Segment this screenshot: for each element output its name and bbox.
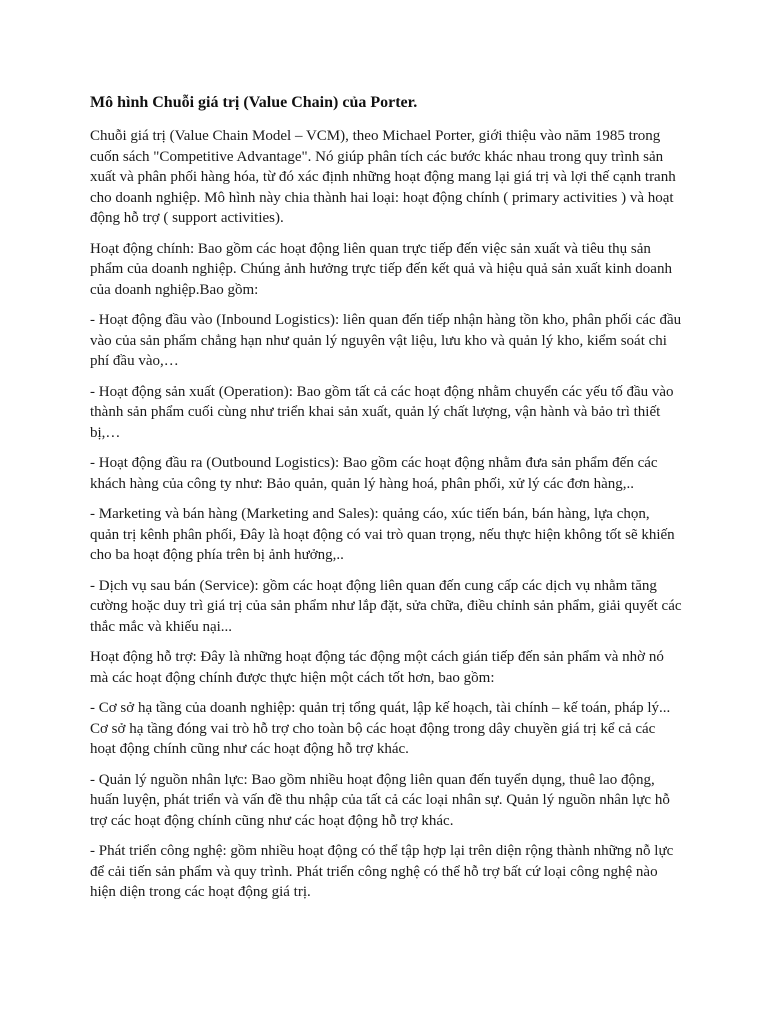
paragraph-marketing-sales: - Marketing và bán hàng (Marketing and Sales): quảng cáo, xúc tiến bán, bán hàng, lựa chọn, quản trị kênh phân phối, Đây là hoạt động có vai trò quan trọng, nếu thực hiện không tốt sẽ khiến cho ba hoạt động phía trên bị ảnh hưởng,..: [90, 506, 675, 563]
paragraph-outbound-logistics: - Hoạt động đầu ra (Outbound Logistics): Bao gồm các hoạt động nhằm đưa sản phẩm đến các khách hàng của công ty như: Bảo quản, quản lý hàng hoá, phân phối, xử lý các đơn hàng,..: [90, 455, 658, 492]
document-title: Mô hình Chuỗi giá trị (Value Chain) của Porter.: [90, 94, 418, 111]
paragraph-technology-development: - Phát triển công nghệ: gồm nhiều hoạt động có thể tập hợp lại trên diện rộng thành những nỗ lực để cải tiến sản phẩm và quy trình. Phát triển công nghệ có thể hỗ trợ bất cứ loại công nghệ nào hiện diện trong các hoạt động giá trị.: [90, 843, 674, 900]
document-page: [90, 92, 682, 913]
paragraph-intro: Chuỗi giá trị (Value Chain Model – VCM), theo Michael Porter, giới thiệu vào năm 1985 trong cuốn sách "Competitive Advantage". Nó giúp phân tích các bước khác nhau trong quy trình sản xuất và phân phối hàng hóa, từ đó xác định những hoạt động mang lại giá trị và lợi thế cạnh tranh cho doanh nghiệp. Mô hình này chia thành hai loại: hoạt động chính ( primary activities ) và hoạt động hỗ trợ ( support activities).: [90, 128, 676, 226]
paragraph-service: - Dịch vụ sau bán (Service): gồm các hoạt động liên quan đến cung cấp các dịch vụ nhằm tăng cường hoặc duy trì giá trị của sản phẩm như lắp đặt, sửa chữa, điều chỉnh sản phẩm, giải quyết các thắc mắc và khiếu nại...: [90, 577, 682, 635]
paragraph-support-activities: Hoạt động hỗ trợ: Đây là những hoạt động tác động một cách gián tiếp đến sản phẩm và nhờ nó mà các hoạt động chính được thực hiện một cách tốt hơn, bao gồm:: [90, 649, 664, 686]
paragraph-primary-activities: Hoạt động chính: Bao gồm các hoạt động liên quan trực tiếp đến việc sản xuất và tiêu thụ sản phẩm của doanh nghiệp. Chúng ảnh hưởng trực tiếp đến kết quả và hiệu quả sản xuất kinh doanh của doanh nghiệp.Bao gồm:: [90, 240, 672, 298]
paragraph-human-resources: - Quản lý nguồn nhân lực: Bao gồm nhiều hoạt động liên quan đến tuyển dụng, thuê lao động, huấn luyện, phát triển và vấn đề thu nhập của tất cả các loại nhân sự. Quản lý nguồn nhân lực hỗ trợ các hoạt động chính cũng như các hoạt động hỗ trợ khác.: [90, 771, 670, 829]
paragraph-inbound-logistics: - Hoạt động đầu vào (Inbound Logistics): liên quan đến tiếp nhận hàng tồn kho, phân phối các đầu vào của sản phẩm chẳng hạn như quản lý nguyên vật liệu, lưu kho và quản lý kho, kiểm soát chi phí đầu vào,…: [90, 312, 682, 369]
paragraph-operation: - Hoạt động sản xuất (Operation): Bao gồm tất cả các hoạt động nhằm chuyển các yếu tố đầu vào thành sản phẩm cuối cùng như triển khai sản xuất, quản lý chất lượng, vận hành và bảo trì thiết bị,…: [90, 383, 674, 441]
paragraph-infrastructure: - Cơ sở hạ tầng của doanh nghiệp: quản trị tổng quát, lập kế hoạch, tài chính – kế toán, pháp lý... Cơ sở hạ tầng đóng vai trò hỗ trợ cho toàn bộ các hoạt động trong dây chuyền giá trị kể cả các hoạt động chính cũng như các hoạt động hỗ trợ khác.: [90, 700, 671, 757]
